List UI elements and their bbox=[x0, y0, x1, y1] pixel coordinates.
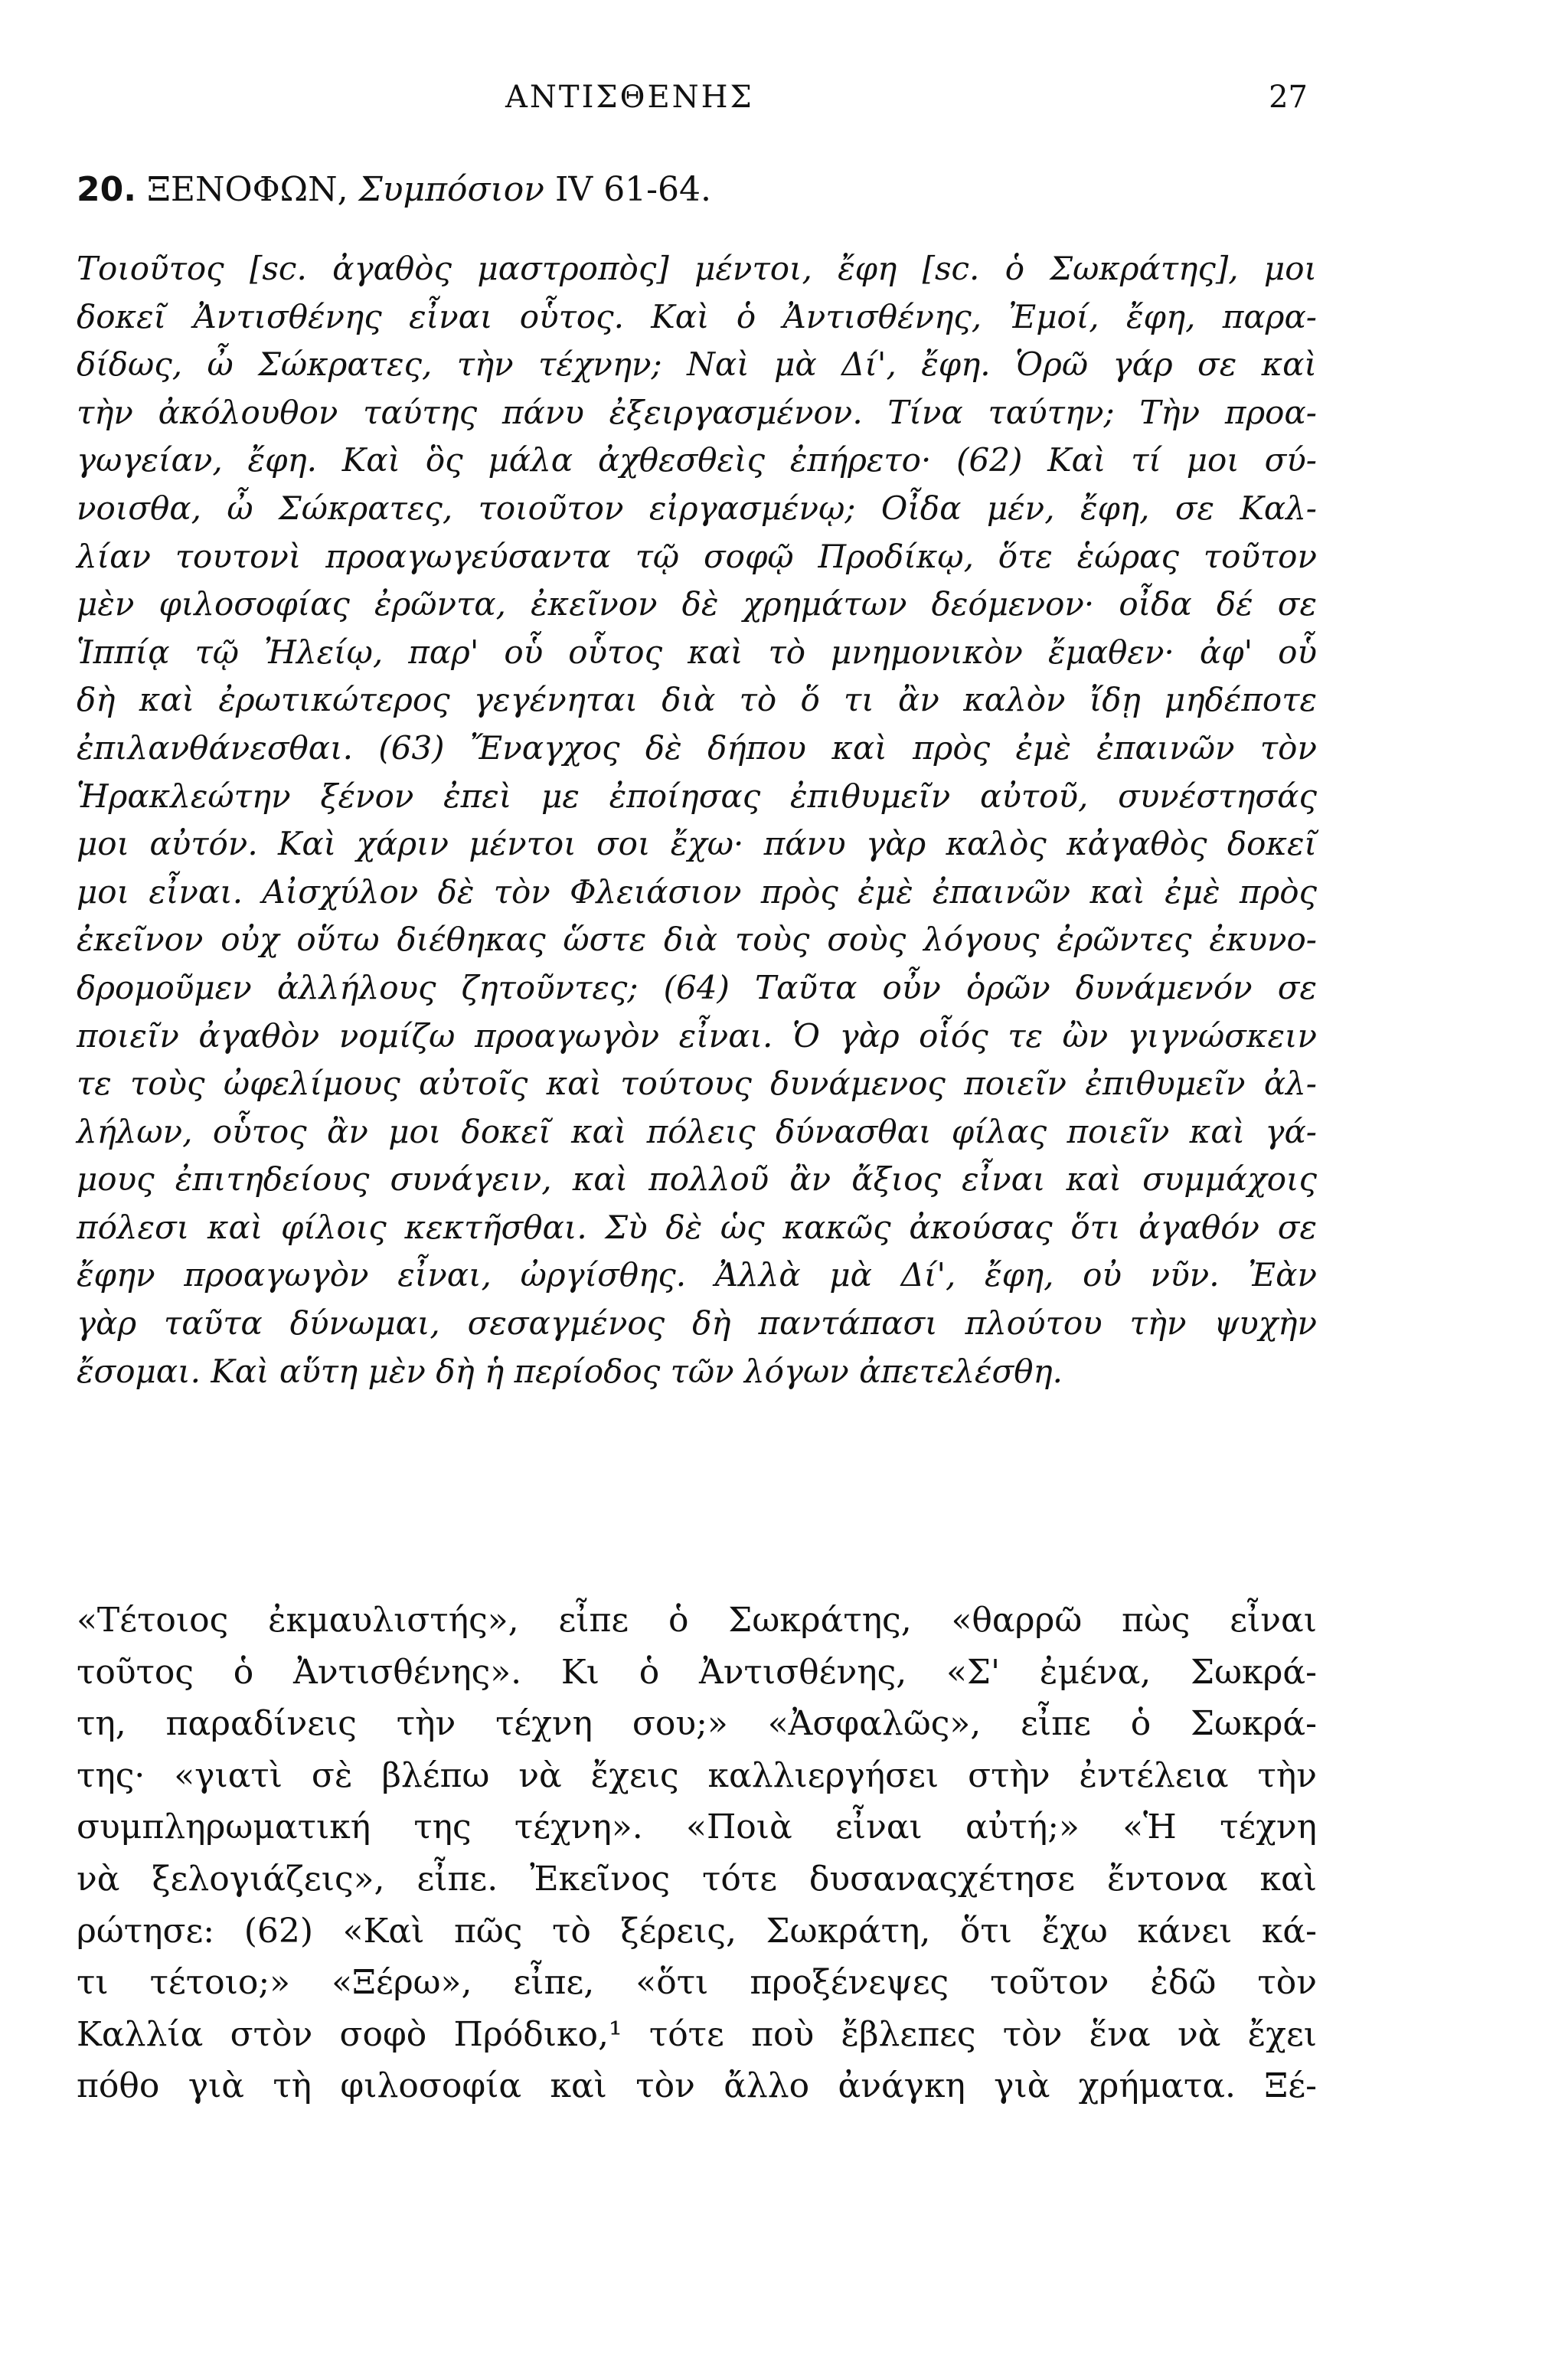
greek-text-line: δοκεῖ Ἀντισθένης εἶναι οὗτος. Καὶ ὁ Ἀντισθένης, Ἐμοί, ἔφη, παρα- bbox=[77, 297, 1317, 335]
running-title: ΑΝΤΙΣΘΕΝΗΣ bbox=[505, 80, 754, 115]
translation-text-line: Καλλία στὸν σοφὸ Πρόδικο,¹ τότε ποὺ ἔβλεπες τὸν ἕνα νὰ ἔχει bbox=[77, 2014, 1317, 2054]
greek-text-line: τε τοὺς ὠφελίμους αὐτοῖς καὶ τούτους δυνάμενος ποιεῖν ἐπιθυμεῖν ἀλ- bbox=[77, 1065, 1317, 1103]
section-work-title: Συμπόσιον bbox=[358, 170, 545, 209]
section-heading bbox=[77, 170, 711, 209]
greek-text-line: λήλων, οὗτος ἂν μοι δοκεῖ καὶ πόλεις δύνασθαι φίλας ποιεῖν καὶ γά- bbox=[77, 1112, 1317, 1150]
greek-text-line: ἔσομαι. Καὶ αὕτη μὲν δὴ ἡ περίοδος τῶν λόγων ἀπετελέσθη. bbox=[77, 1352, 1063, 1390]
greek-text-line: τὴν ἀκόλουθον ταύτης πάνυ ἐξειργασμένον. Τίνα ταύτην; Τὴν προα- bbox=[77, 393, 1317, 431]
greek-text-line: ἐπιλανθάνεσθαι. (63) Ἔναγχος δὲ δήπου καὶ πρὸς ἐμὲ ἐπαινῶν τὸν bbox=[77, 728, 1317, 767]
page-number: 27 bbox=[1269, 80, 1308, 115]
running-head bbox=[0, 80, 1568, 123]
translation-text-line: τι τέτοιο;» «Ξέρω», εἶπε, «ὅτι προξένεψες τοῦτον ἐδῶ τὸν bbox=[77, 1963, 1317, 2003]
translation-text-line: ρώτησε: (62) «Καὶ πῶς τὸ ξέρεις, Σωκράτη, ὅτι ἔχω κάνει κά- bbox=[77, 1911, 1317, 1951]
greek-text-line: μοι εἶναι. Αἰσχύλον δὲ τὸν Φλειάσιον πρὸς ἐμὲ ἐπαινῶν καὶ ἐμὲ πρὸς bbox=[77, 872, 1317, 911]
greek-text-line: μοι αὐτόν. Καὶ χάριν μέντοι σοι ἔχω· πάνυ γὰρ καλὸς κἀγαθὸς δοκεῖ bbox=[77, 825, 1317, 863]
greek-text-line: δρομοῦμεν ἀλλήλους ζητοῦντες; (64) Ταῦτα οὖν ὁρῶν δυνάμενόν σε bbox=[77, 968, 1317, 1006]
translation-text-line: της· «γιατὶ σὲ βλέπω νὰ ἔχεις καλλιεργήσει στὴν ἐντέλεια τὴν bbox=[77, 1755, 1317, 1795]
greek-text-line: γὰρ ταῦτα δύνωμαι, σεσαγμένος δὴ παντάπασι πλούτου τὴν ψυχὴν bbox=[77, 1304, 1317, 1343]
greek-text-line: Τοιοῦτος [sc. ἀγαθὸς μαστροπὸς] μέντοι, ἔφη [sc. ὁ Σωκράτης], μοι bbox=[77, 250, 1317, 287]
translation-text-line: τη, παραδίνεις τὴν τέχνη σου;» «Ἀσφαλῶς», εἶπε ὁ Σωκρά- bbox=[77, 1704, 1317, 1744]
translation-text-line: πόθο γιὰ τὴ φιλοσοφία καὶ τὸν ἄλλο ἀνάγκη γιὰ χρήματα. Ξέ- bbox=[77, 2066, 1317, 2106]
greek-text-line: λίαν τουτονὶ προαγωγεύσαντα τῷ σοφῷ Προδίκῳ, ὅτε ἑώρας τοῦτον bbox=[77, 537, 1317, 575]
section-number: 20. bbox=[77, 170, 136, 209]
greek-text-line: Ἡρακλεώτην ξένον ἐπεὶ με ἐποίησας ἐπιθυμεῖν αὐτοῦ, συνέστησάς bbox=[77, 777, 1317, 815]
greek-text-line: δίδως, ὦ Σώκρατες, τὴν τέχνην; Ναὶ μὰ Δί', ἔφη. Ὁρῶ γάρ σε καὶ bbox=[77, 345, 1317, 384]
greek-text-line: δὴ καὶ ἐρωτικώτερος γεγένηται διὰ τὸ ὅ τι ἂν καλὸν ἴδῃ μηδέποτε bbox=[77, 681, 1317, 719]
translation-text-line: «Τέτοιος ἐκμαυλιστής», εἶπε ὁ Σωκράτης, «θαρρῶ πὼς εἶναι bbox=[77, 1601, 1317, 1640]
greek-text-line: ποιεῖν ἀγαθὸν νομίζω προαγωγὸν εἶναι. Ὁ γὰρ οἷός τε ὢν γιγνώσκειν bbox=[77, 1016, 1317, 1055]
greek-source-text bbox=[77, 245, 1317, 1395]
greek-text-line: μὲν φιλοσοφίας ἐρῶντα, ἐκεῖνον δὲ χρημάτων δεόμενον· οἶδα δέ σε bbox=[77, 585, 1317, 623]
greek-text-line: νοισθα, ὦ Σώκρατες, τοιοῦτον εἰργασμένῳ; Οἶδα μέν, ἔφη, σε Καλ- bbox=[77, 489, 1317, 527]
greek-text-line: ἔφην προαγωγὸν εἶναι, ὠργίσθης. Ἀλλὰ μὰ Δί', ἔφη, οὐ νῦν. Ἐὰν bbox=[77, 1256, 1317, 1294]
greek-text-line: γωγείαν, ἔφη. Καὶ ὃς μάλα ἀχθεσθεὶς ἐπήρετο· (62) Καὶ τί μοι σύ- bbox=[77, 441, 1317, 479]
greek-text-line: μους ἐπιτηδείους συνάγειν, καὶ πολλοῦ ἂν ἄξιος εἶναι καὶ συμμάχοις bbox=[77, 1160, 1317, 1199]
greek-text-line: ἐκεῖνον οὐχ οὕτω διέθηκας ὥστε διὰ τοὺς σοὺς λόγους ἐρῶντες ἐκυνο- bbox=[77, 921, 1317, 959]
translation-text-line: τοῦτος ὁ Ἀντισθένης». Κι ὁ Ἀντισθένης, «Σ' ἐμένα, Σωκρά- bbox=[77, 1652, 1317, 1692]
translation-text-line: νὰ ξελογιάζεις», εἶπε. Ἐκεῖνος τότε δυσαναςχέτησε ἔντονα καὶ bbox=[77, 1859, 1317, 1899]
modern-greek-translation bbox=[77, 1595, 1317, 2112]
greek-text-line: Ἱππίᾳ τῷ Ἠλείῳ, παρ' οὗ οὗτος καὶ τὸ μνημονικὸν ἔμαθεν· ἀφ' οὗ bbox=[77, 633, 1317, 671]
translation-text-line: συμπληρωματική της τέχνη». «Ποιὰ εἶναι αὐτή;» «Ἡ τέχνη bbox=[77, 1807, 1317, 1847]
section-author: ΞΕΝΟΦΩΝ, bbox=[146, 170, 348, 209]
section-reference: IV 61-64. bbox=[555, 170, 712, 209]
greek-text-line: πόλεσι καὶ φίλοις κεκτῆσθαι. Σὺ δὲ ὡς κακῶς ἀκούσας ὅτι ἀγαθόν σε bbox=[77, 1208, 1317, 1246]
